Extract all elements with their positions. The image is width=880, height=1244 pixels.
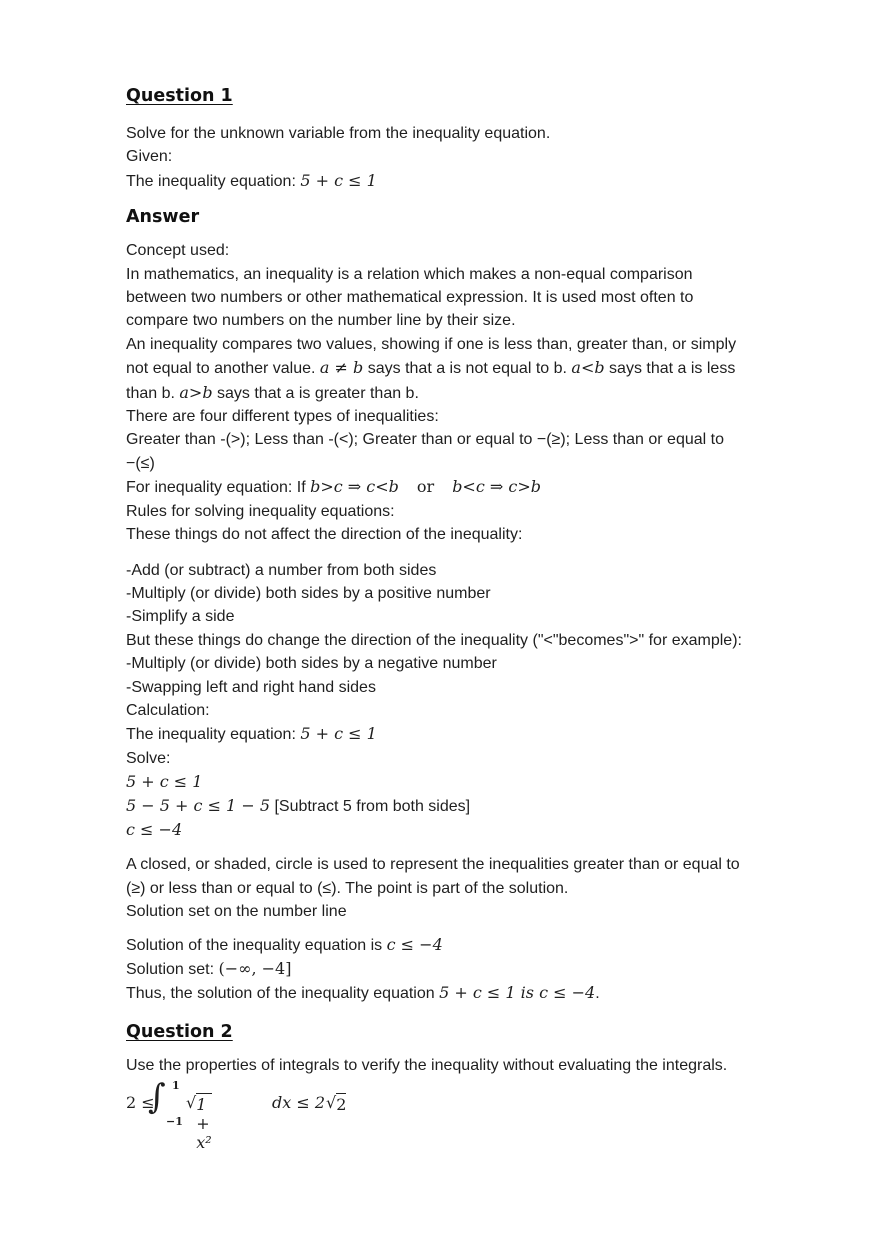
calc-equation-math: 5 + c ≤ 1 [300, 724, 377, 744]
list-item: -Add (or subtract) a number from both sides [126, 561, 437, 579]
integral-lhs: 2 ≤ [126, 1093, 155, 1113]
integrand: 1 + x² [196, 1095, 212, 1153]
rule-math-1: b>c ⇒ c<b [310, 477, 399, 497]
compare-text-2: says that a is not equal to b. [363, 360, 572, 378]
compare-line-3 [126, 381, 816, 405]
document-page [126, 86, 816, 1153]
circle-line-1: A closed, or shaded, circle is used to represent the inequalities greater than or equal to [126, 856, 740, 874]
rule-or: or [416, 477, 435, 497]
compare-text-5: says that a is greater than b. [212, 384, 419, 402]
calc-equation-text: The inequality equation: [126, 726, 301, 744]
q1-line-3-text: The inequality equation: [126, 172, 301, 190]
types-line-2: −(≤) [126, 454, 155, 472]
concept-line-2: between two numbers or other mathematical expression. It is used most often to [126, 289, 694, 307]
q1-line-1: Solve for the unknown variable from the inequality equation. [126, 125, 551, 142]
solve-label: Solve: [126, 749, 171, 767]
q1-line-2: Given: [126, 148, 173, 166]
compare-text-3: says that a is less [604, 360, 736, 378]
compare-text-4: than b. [126, 384, 180, 402]
solve-step-3: c ≤ −4 [126, 819, 183, 839]
list-item: -Simplify a side [126, 608, 235, 626]
compare-line-1: An inequality compares two values, showing if one is less than, greater than, or simply [126, 335, 737, 353]
question-1-title: Question 1 [126, 86, 233, 106]
rhs-root: √ 2 [326, 1093, 347, 1115]
concept-label: Concept used: [126, 242, 230, 260]
rule-text: For inequality equation: If [126, 479, 311, 497]
not-affect-line: These things do not affect the direction of the inequality: [126, 526, 523, 544]
solution-math-1: c ≤ −4 [386, 934, 443, 954]
types-line-1: Greater than -(>); Less than -(<); Greater than or equal to −(≥); Less than or equal to [126, 431, 724, 449]
solve-step-2-text: [Subtract 5 from both sides] [270, 797, 471, 815]
compare-line-2 [126, 356, 816, 380]
solution-math-3: 5 + c ≤ 1 is c ≤ −4 [439, 983, 596, 1003]
solution-text-4: . [595, 985, 600, 1003]
list-item: -Multiply (or divide) both sides by a negative number [126, 655, 497, 673]
list-item: -Swapping left and right hand sides [126, 678, 376, 696]
compare-text-1: not equal to another value. [126, 360, 320, 378]
solution-line-3 [126, 981, 816, 1005]
solution-text-3: Thus, the solution of the inequality equation [126, 985, 440, 1003]
calc-equation-line [126, 722, 816, 746]
concept-line-3: compare two numbers on the number line by their size. [126, 312, 516, 330]
question-2-title: Question 2 [126, 1021, 233, 1042]
solution-set-math: (−∞, −4] [218, 959, 292, 978]
less-than-math: a<b [571, 358, 605, 378]
integrand-root: √ 1 + x² [186, 1093, 212, 1153]
solution-line-1 [126, 933, 816, 957]
integral-inequality [126, 1077, 816, 1153]
calculation-label: Calculation: [126, 701, 210, 719]
integral-upper-limit: 1 [172, 1079, 180, 1093]
rules-title: Rules for solving inequality equations: [126, 502, 395, 520]
q1-equation: 5 + c ≤ 1 [300, 170, 377, 190]
solution-text-2: Solution set: [126, 961, 219, 978]
integral-sign-icon: ∫ [148, 1077, 166, 1118]
greater-than-math: a>b [179, 382, 213, 402]
solution-line-2 [126, 957, 816, 981]
solve-step-2 [126, 794, 816, 818]
rule-math-2: b<c ⇒ c>b [452, 477, 541, 497]
q2-line-1: Use the properties of integrals to verify the inequality without evaluating the integrals. [126, 1056, 728, 1074]
not-equal-math: a ≠ b [319, 358, 364, 378]
list-item: -Multiply (or divide) both sides by a positive number [126, 584, 491, 602]
concept-line-1: In mathematics, an inequality is a relation which makes a non-equal comparison [126, 265, 693, 283]
solve-step-2-math: 5 − 5 + c ≤ 1 − 5 [126, 795, 270, 815]
q1-line-3 [126, 169, 816, 193]
rule-line [126, 475, 816, 499]
integral-lower-limit: −1 [166, 1115, 183, 1129]
change-direction-line: But these things do change the direction of the inequality ("<"becomes">" for example): [126, 631, 742, 649]
solve-step-1: 5 + c ≤ 1 [126, 772, 203, 792]
types-intro: There are four different types of inequalities: [126, 408, 439, 426]
circle-line-2: (≥) or less than or equal to (≤). The point is part of the solution. [126, 879, 569, 897]
answer-title: Answer [126, 207, 200, 228]
rhs-radicand: 2 [336, 1095, 347, 1115]
number-line-label: Solution set on the number line [126, 903, 347, 921]
solution-text-1: Solution of the inequality equation is [126, 936, 387, 954]
integral-dx-rhs: dx ≤ 2 [272, 1093, 326, 1113]
